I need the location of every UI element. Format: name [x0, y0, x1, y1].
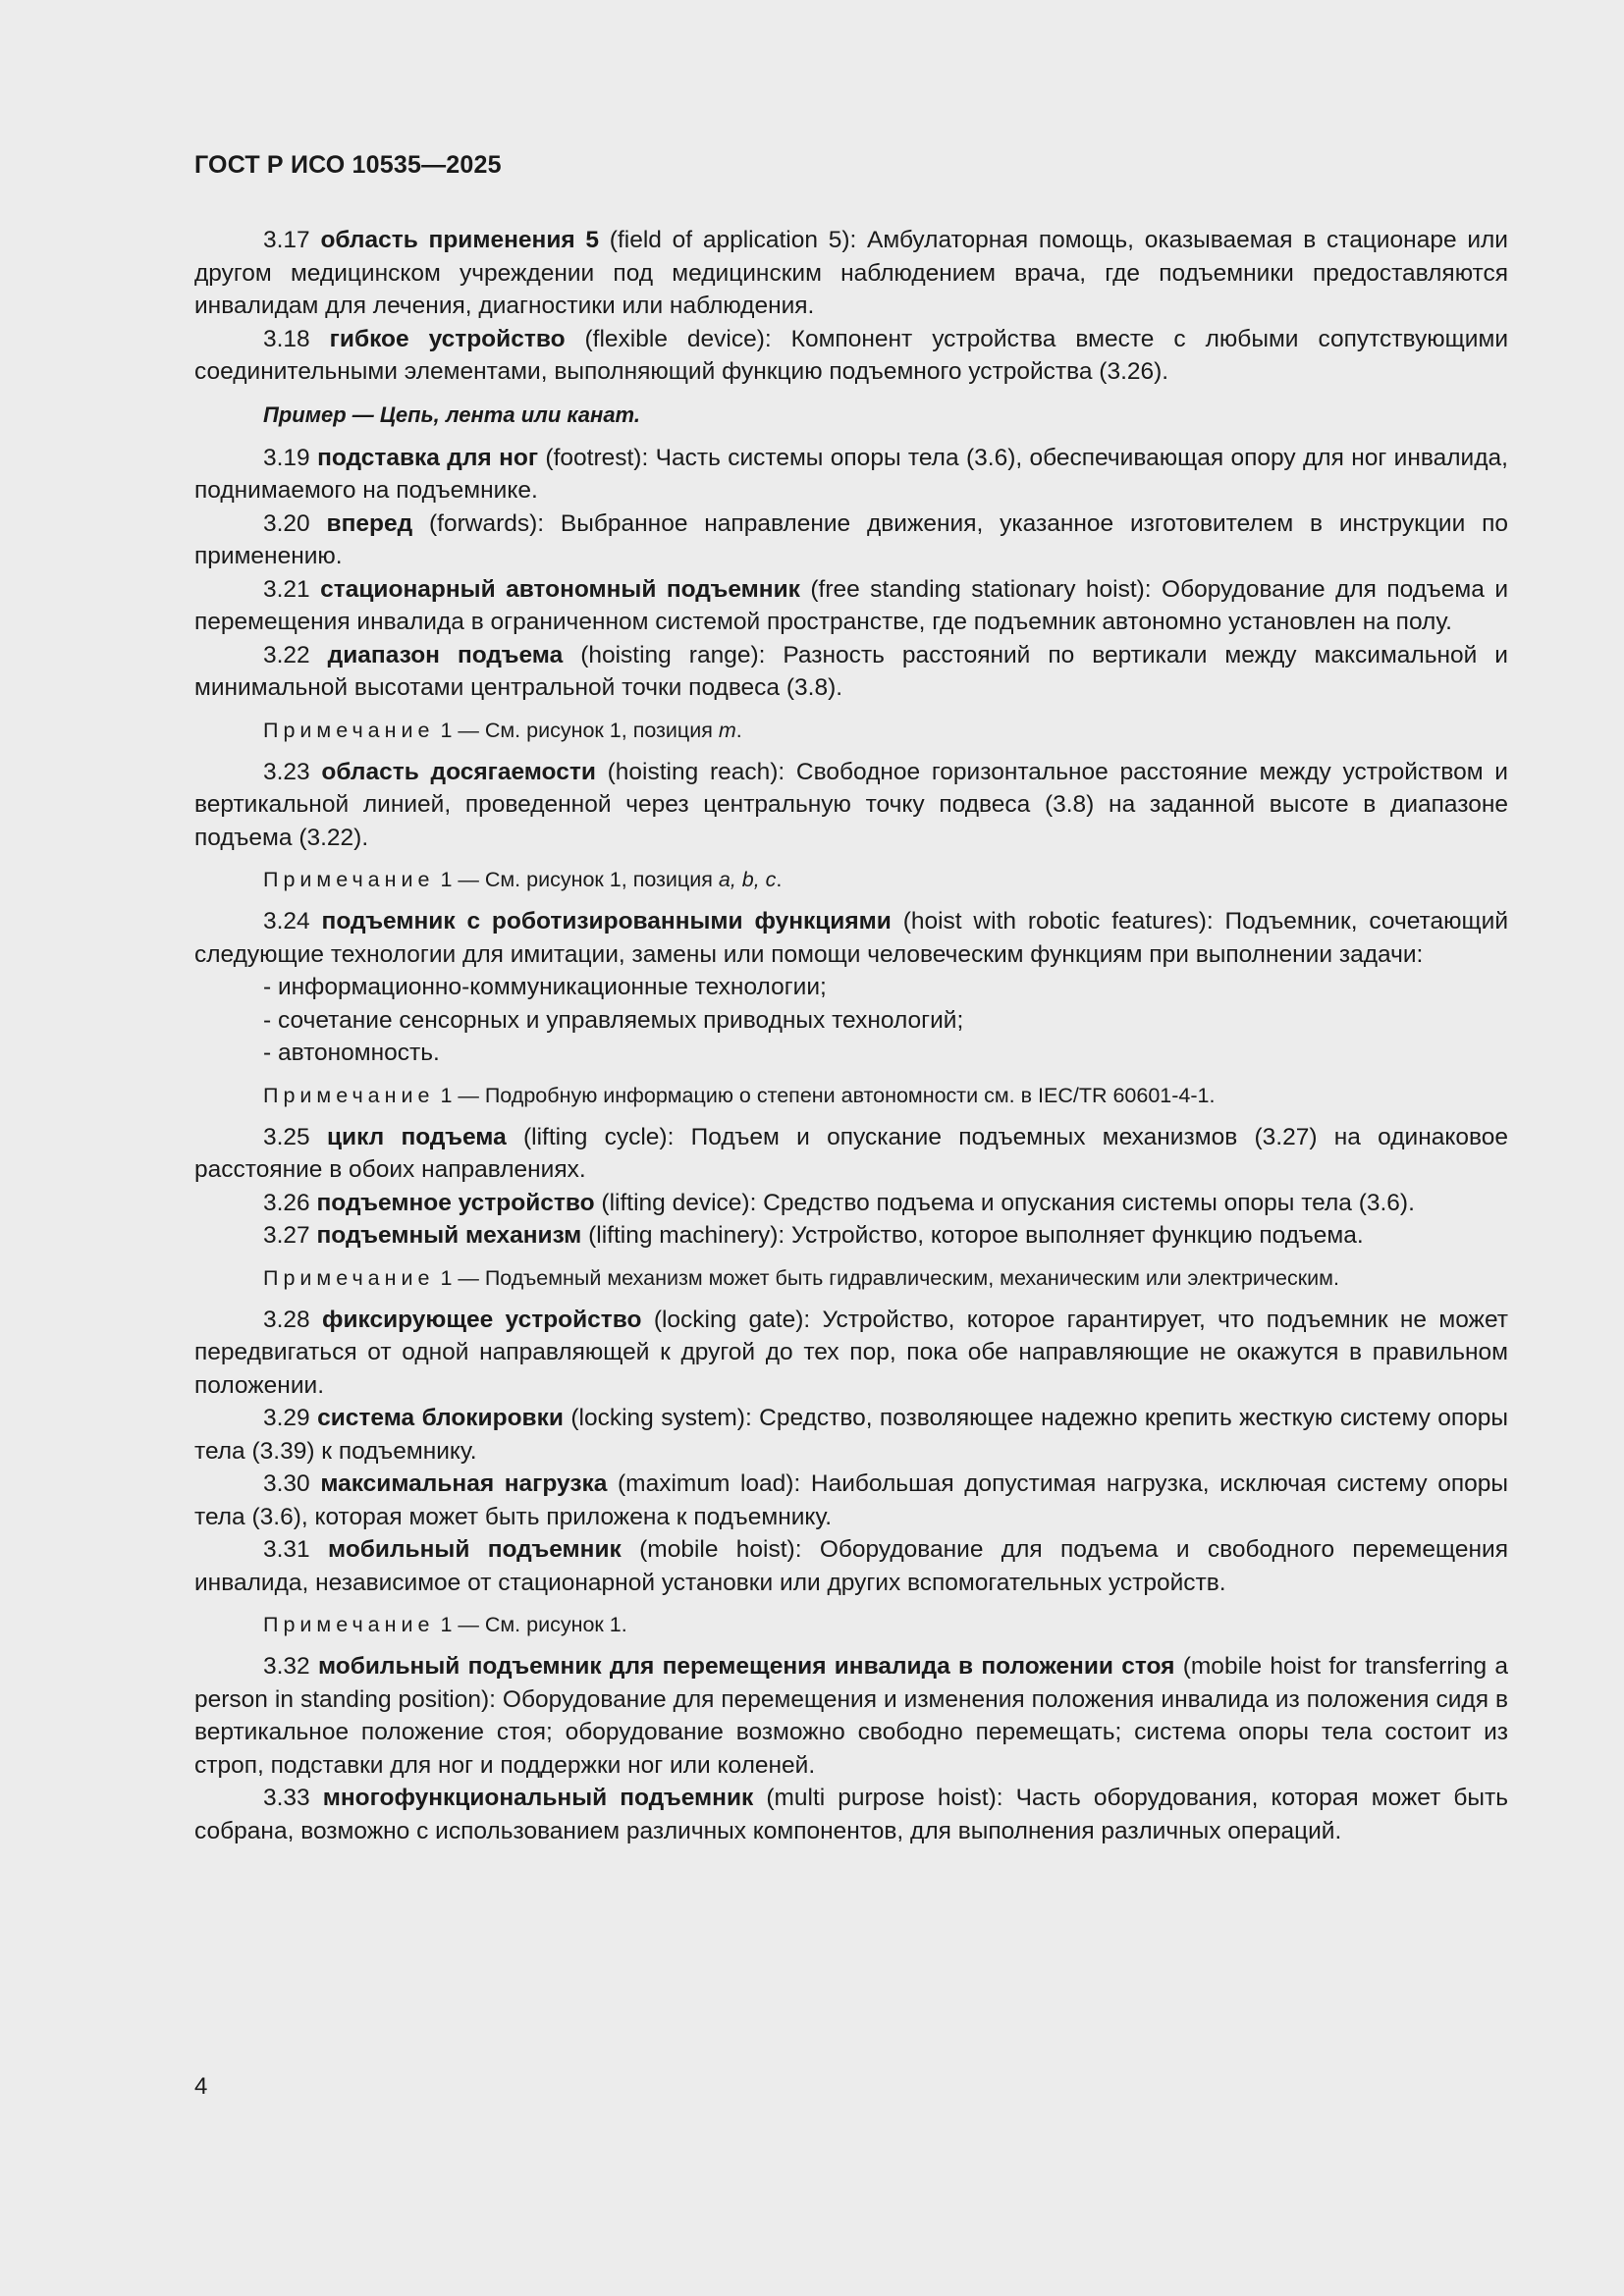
note-end: . — [735, 718, 742, 742]
term-name: мобильный подъемник для перемещения инвалида в положении стоя — [317, 1653, 1175, 1680]
note-label: Примечание — [263, 1083, 435, 1107]
term-name: максимальная нагрузка — [320, 1470, 608, 1497]
note-3-31 — [263, 1610, 1508, 1639]
note-label: Примечание — [263, 868, 435, 891]
document-body — [194, 224, 1508, 1847]
term-3-32 — [194, 1650, 1508, 1782]
term-definition: (locking system): Средство, позволяющее надежно крепить жесткую систему опоры тела (3.39) к подъемнику. — [194, 1405, 1508, 1465]
term-number: 3.23 — [263, 758, 310, 785]
term-name: подъемник с роботизированными функциями — [321, 908, 892, 934]
term-3-33 — [194, 1782, 1508, 1847]
note-text: — Подъемный механизм может быть гидравлическим, механическим или электрическим. — [452, 1265, 1339, 1290]
term-number: 3.32 — [263, 1653, 310, 1680]
term-name: многофункциональный подъемник — [322, 1785, 754, 1811]
term-3-25 — [194, 1121, 1508, 1187]
term-number: 3.25 — [263, 1123, 310, 1150]
term-number: 3.17 — [263, 227, 310, 253]
term-3-29 — [194, 1402, 1508, 1468]
note-number: 1 — [440, 718, 453, 742]
term-definition: (field of application 5): Амбулаторная помощь, оказываемая в стационаре или другом медицинском учреждении под медицинским наблюдением врача, где подъемники предоставляются инвалидам для лечения, диагностики или наблюдения. — [194, 227, 1508, 319]
term-number: 3.27 — [263, 1222, 310, 1249]
note-text: — Подробную информацию о степени автономности см. в IEC/TR 60601-4-1. — [452, 1083, 1216, 1107]
term-definition: (multi purpose hoist): Часть оборудования, которая может быть собрана, возможно с использованием различных компонентов, для выполнения различных операций. — [194, 1785, 1509, 1844]
term-number: 3.26 — [263, 1189, 310, 1216]
note-3-24 — [263, 1081, 1508, 1110]
term-definition: (lifting machinery): Устройство, которое выполняет функцию подъема. — [581, 1222, 1364, 1249]
note-label: Примечание — [263, 1613, 435, 1636]
term-3-17 — [194, 224, 1508, 323]
term-number: 3.24 — [263, 908, 310, 934]
term-name: подставка для ног — [317, 444, 539, 471]
term-3-20 — [194, 507, 1508, 573]
term-number: 3.33 — [263, 1785, 310, 1811]
note-position: m — [718, 718, 736, 742]
term-name: диапазон подъема — [327, 641, 564, 668]
term-definition: (flexible device): Компонент устройства вместе с любыми сопутствующими соединительными элементами, выполняющий функцию подъемного устройства (3.26). — [194, 325, 1509, 385]
term-definition: (footrest): Часть системы опоры тела (3.6), обеспечивающая опору для ног инвалида, поднимаемого на подъемнике. — [194, 444, 1508, 504]
term-3-24 — [194, 905, 1508, 971]
term-3-31 — [194, 1533, 1508, 1599]
term-name: подъемное устройство — [316, 1189, 595, 1216]
term-name: фиксирующее устройство — [322, 1306, 642, 1333]
term-definition: (hoist with robotic features): Подъемник, сочетающий следующие технологии для имитации, замены или помощи человеческим функциям при выполнении задачи: — [194, 908, 1508, 968]
note-label: Примечание — [263, 718, 435, 742]
note-end: . — [776, 868, 783, 891]
note-label: Примечание — [263, 1265, 435, 1290]
note-text: — См. рисунок 1, позиция — [452, 868, 719, 891]
term-definition: (locking gate): Устройство, которое гарантирует, что подъемник не может передвигаться от одной направляющей к другой до тех пор, пока обе направляющие не окажутся в правильном положении. — [194, 1306, 1508, 1399]
term-name: стационарный автономный подъемник — [320, 575, 800, 603]
term-number: 3.31 — [263, 1536, 310, 1563]
term-name: область досягаемости — [321, 758, 596, 785]
term-number: 3.20 — [263, 509, 310, 537]
term-name: мобильный подъемник — [328, 1536, 622, 1563]
note-number: 1 — [440, 1613, 453, 1636]
page-number: 4 — [194, 2073, 208, 2100]
note-position: a, b, c — [718, 868, 777, 891]
term-definition: (lifting cycle): Подъем и опускание подъемных механизмов (3.27) на одинаковое расстояние в обоих направлениях. — [194, 1123, 1508, 1183]
term-3-28 — [194, 1304, 1508, 1403]
term-number: 3.19 — [263, 444, 310, 471]
term-name: область применения 5 — [320, 227, 600, 253]
term-definition: (mobile hoist for transferring a person in standing position): Оборудование для перемещения и изменения положения инвалида из положения сидя в вертикальное положение стоя; оборудование возможно свободно перемещать; система опоры тела состоит из строп, подставки для ног и поддержки ног или коленей. — [194, 1653, 1508, 1779]
term-3-21 — [194, 573, 1508, 639]
term-number: 3.30 — [263, 1470, 310, 1497]
term-name: вперед — [326, 509, 413, 537]
list-item: - автономность. — [263, 1040, 440, 1066]
note-text: — См. рисунок 1, позиция — [452, 718, 719, 742]
note-number: 1 — [440, 868, 453, 891]
term-name: гибкое устройство — [329, 325, 566, 352]
term-3-23 — [194, 756, 1508, 855]
list-item: - информационно-коммуникационные технологии; — [263, 974, 827, 1000]
note-number: 1 — [440, 1083, 453, 1107]
term-number: 3.22 — [263, 641, 310, 668]
term-name: система блокировки — [317, 1405, 564, 1431]
term-3-19 — [194, 442, 1508, 507]
term-definition: (lifting device): Средство подъема и опускания системы опоры тела (3.6). — [594, 1189, 1415, 1216]
term-number: 3.21 — [263, 575, 310, 603]
note-3-22 — [263, 716, 1508, 745]
example-3-18: Пример — Цепь, лента или канат. — [263, 401, 640, 427]
document-header: ГОСТ Р ИСО 10535—2025 — [194, 151, 502, 179]
term-3-22 — [194, 639, 1508, 705]
term-name: цикл подъема — [326, 1123, 507, 1150]
note-3-27 — [263, 1263, 1508, 1293]
term-definition: (mobile hoist): Оборудование для подъема и свободного перемещения инвалида, независимое от стационарной установки или других вспомогательных устройств. — [194, 1536, 1508, 1596]
note-text: — См. рисунок 1. — [452, 1613, 627, 1636]
term-3-18 — [194, 323, 1508, 389]
term-number: 3.29 — [263, 1405, 310, 1431]
note-3-23 — [263, 865, 1508, 894]
term-3-26 — [194, 1187, 1508, 1220]
term-name: подъемный механизм — [316, 1222, 582, 1249]
note-number: 1 — [440, 1265, 453, 1290]
term-number: 3.18 — [263, 325, 310, 352]
term-number: 3.28 — [263, 1306, 310, 1333]
term-3-30 — [194, 1468, 1508, 1533]
term-definition: (forwards): Выбранное направление движения, указанное изготовителем в инструкции по применению. — [194, 509, 1508, 569]
term-definition: (hoisting range): Разность расстояний по вертикали между максимальной и минимальной высотами центральной точки подвеса (3.8). — [194, 641, 1508, 701]
term-definition: (maximum load): Наибольшая допустимая нагрузка, исключая систему опоры тела (3.6), которая может быть приложена к подъемнику. — [194, 1470, 1508, 1530]
term-3-27 — [194, 1219, 1508, 1253]
term-definition: (hoisting reach): Свободное горизонтальное расстояние между устройством и вертикальной линией, проведенной через центральную точку подвеса (3.8) на заданной высоте в диапазоне подъема (3.22). — [194, 758, 1508, 851]
list-item: - сочетание сенсорных и управляемых приводных технологий; — [263, 1006, 964, 1034]
term-definition: (free standing stationary hoist): Оборудование для подъема и перемещения инвалида в ограниченном системой пространстве, где подъемник автономно установлен на полу. — [194, 575, 1509, 635]
